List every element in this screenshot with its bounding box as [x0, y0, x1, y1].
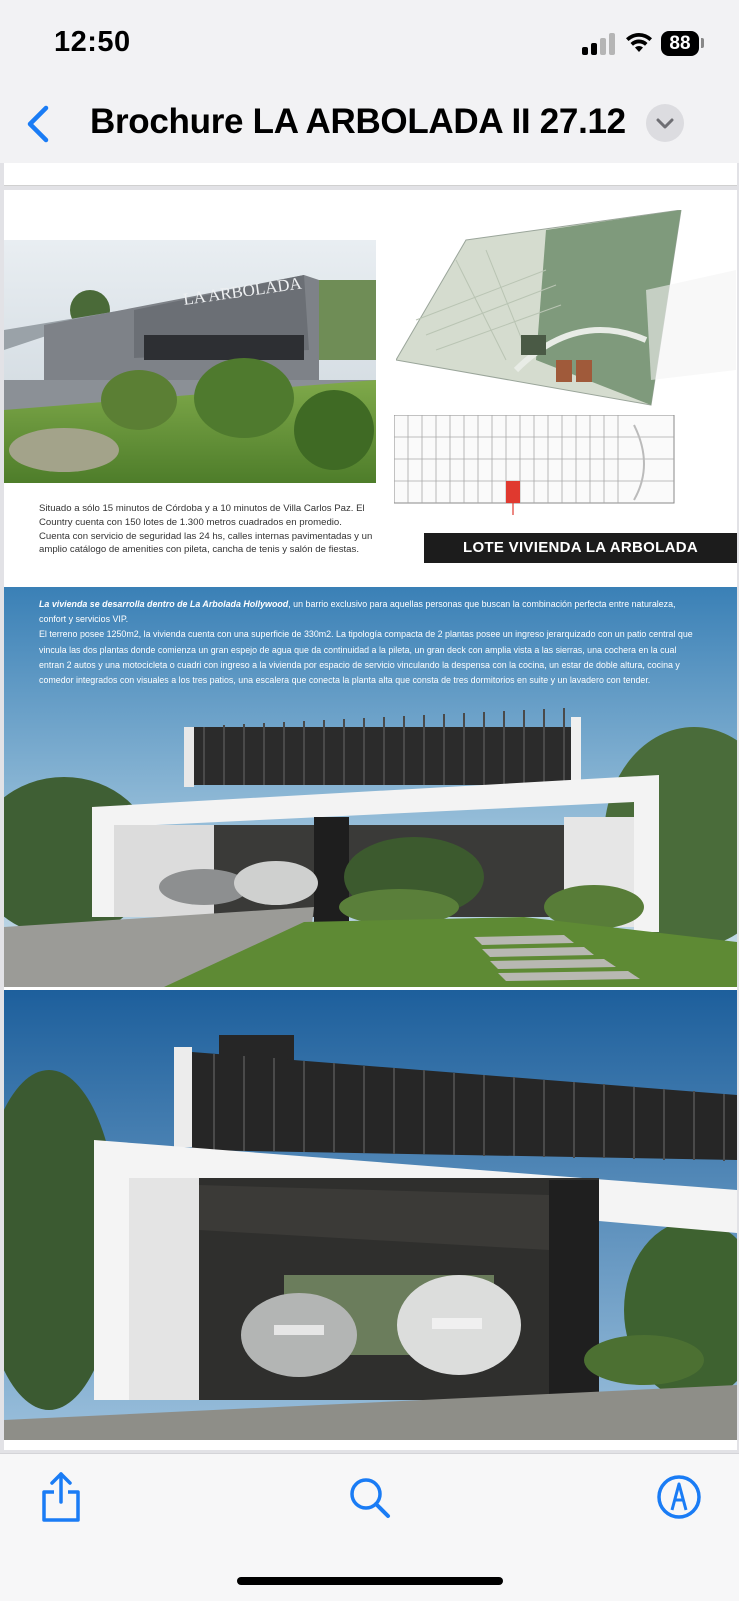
house-render-front [4, 587, 737, 987]
battery-indicator: 88 [661, 31, 699, 56]
description-rest: , un barrio exclusivo para aquellas personas que buscan la combinación perfecta entre naturaleza, confort y servicios VIP. [39, 599, 676, 625]
status-time: 12:50 [54, 26, 131, 58]
previous-page-edge [4, 163, 737, 186]
masterplan-image [396, 210, 736, 410]
brochure-page [4, 190, 737, 1450]
share-icon[interactable] [36, 1468, 86, 1524]
lot-caption-banner: LOTE VIVIENDA LA ARBOLADA [424, 533, 737, 563]
description-paragraph-2: El terreno posee 1250m2, la vivienda cuenta con una superficie de 330m2. La tipología compacta de 2 plantas posee un ingreso jerarquizado con un patio central que vincula las dos plantas donde comienza un gran espejo de agua que da continuidad a la pileta, un gran deck con amplia vista a las sierras, una cochera en la cual entran 2 autos y una motocicleta o cuadri con ingreso a la vivienda por espacio de servicio vinculando la despensa con la cocina, un estar de doble altura, cocina y comedor integrados con visuales a los tres patios, una escalera que conecta la planta alta que consta de tres dormitorios en suite y un lavadero con tender. [39, 629, 693, 686]
back-chevron-icon[interactable] [20, 102, 54, 146]
building-sign-text: LA ARBOLADA [181, 273, 303, 309]
search-icon[interactable] [345, 1468, 395, 1524]
lot-plan-image [394, 415, 704, 515]
markup-icon[interactable] [654, 1468, 704, 1524]
title-menu-button[interactable] [646, 104, 684, 142]
house-description [39, 597, 699, 688]
document-title: Brochure LA ARBOLADA II 27.12 [90, 102, 626, 141]
chevron-down-icon [646, 104, 684, 142]
intro-paragraph: Situado a sólo 15 minutos de Córdoba y a 10 minutos de Villa Carlos Paz. El Country cuenta con 150 lotes de 1.300 metros cuadrados en promedio. Cuenta con servicio de seguridad las 24 hs, calles internas pavimentadas y un amplio catálogo de amenities con pileta, cancha de tenis y salón de fiestas. [39, 503, 373, 556]
status-bar [0, 0, 739, 90]
description-lead: La vivienda se desarrolla dentro de La Arbolada Hollywood [39, 599, 289, 609]
building-photo [4, 240, 376, 483]
navigation-bar [0, 90, 739, 162]
battery-tip [701, 38, 704, 48]
home-indicator[interactable] [237, 1577, 503, 1585]
document-viewer[interactable] [0, 163, 739, 1453]
wifi-icon [624, 30, 654, 54]
house-render-garage [4, 990, 737, 1440]
description-paragraph-1 [39, 597, 699, 627]
cellular-signal-icon [582, 33, 614, 55]
